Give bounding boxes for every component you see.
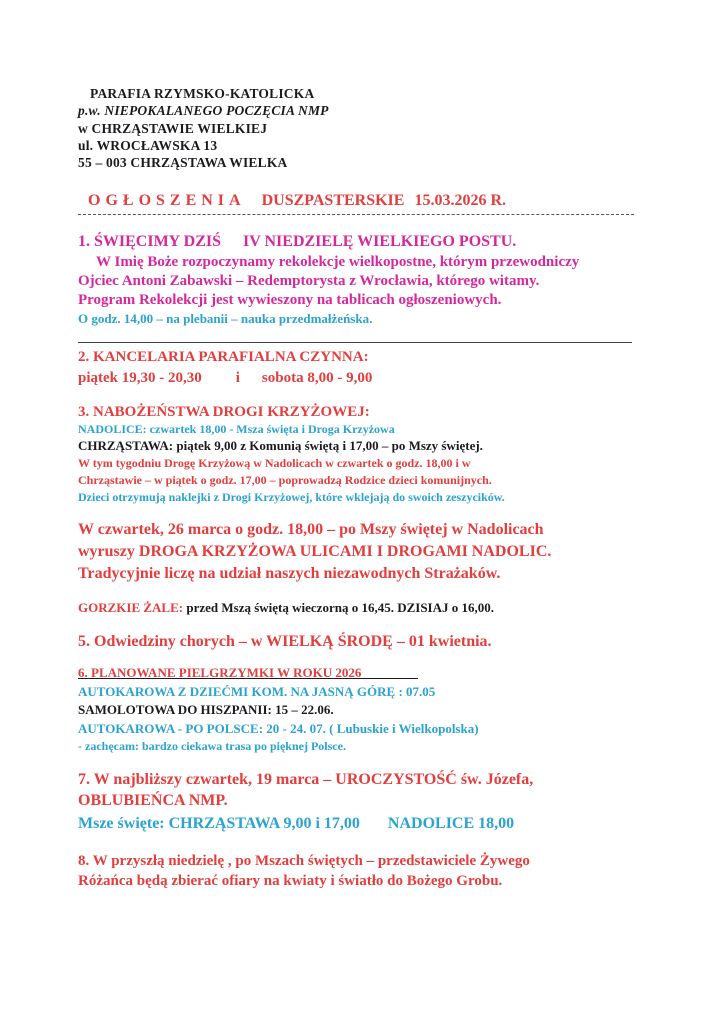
- s3-nadolice-label: NADOLICE:: [78, 422, 147, 436]
- gorzkie-label: GORZKIE ŻALE:: [78, 600, 184, 615]
- title-word1: OGŁOSZENIA: [88, 192, 246, 209]
- s7-line1: [78, 771, 533, 789]
- trip-3-date: 20 - 24. 07. ( Lubuskie i Wielkopolska): [263, 721, 479, 736]
- s3-nadolice: [78, 422, 395, 437]
- s8-line1: 8. W przyszłą niedzielę , po Mszach świętych – przedstawiciele Żywego: [78, 853, 530, 869]
- s3-chrzastawa-label: CHRZĄSTAWA:: [78, 438, 174, 453]
- parish-street: ul. WROCŁAWSKA 13: [78, 138, 218, 153]
- title-date: 15.03.2026 R.: [414, 192, 507, 209]
- office-hours-conj: i: [235, 370, 240, 386]
- s5-part1: 5. Odwiedziny chorych – w: [78, 633, 267, 650]
- trip-2-date: 15 – 22.06.: [271, 702, 334, 717]
- s3-chrzastawa: [78, 438, 483, 454]
- s3-line6: Dzieci otrzymują naklejki z Drogi Krzyżowej, które wklejają do swoich zeszycików.: [78, 490, 505, 504]
- gorzkie-zale: [78, 600, 494, 616]
- section-5: [78, 633, 492, 651]
- section-2-title: 2. KANCELARIA PARAFIALNA CZYNNA:: [78, 349, 369, 365]
- s4-line2a: wyruszy: [78, 543, 139, 560]
- section-divider: [78, 342, 632, 343]
- office-hours-friday: piątek 19,30 - 20,30: [78, 370, 202, 386]
- trip-1-label: AUTOKAROWA Z DZIEĆMI KOM. NA JASNĄ GÓRĘ: [78, 684, 396, 699]
- s5-part3: – 01 kwietnia.: [392, 633, 492, 650]
- parish-postal: 55 – 003 CHRZĄSTAWA WIELKA: [78, 155, 288, 170]
- s3-nadolice-text: czwartek 18,00 - Msza święta i Droga Krzyżowa: [146, 422, 395, 436]
- s7-line2: OBLUBIEŃCA NMP.: [78, 792, 228, 809]
- parish-dedication: p.w. NIEPOKALANEGO POCZĘCIA NMP: [78, 103, 329, 118]
- trip-3-label: AUTOKAROWA - PO POLSCE:: [78, 721, 264, 736]
- s4-line2b: DROGA KRZYŻOWA ULICAMI I DROGAMI NADOLIC.: [138, 543, 552, 560]
- s1-line3: Ojciec Antoni Zabawski – Redemptorysta z Wrocławia, którego witamy.: [78, 273, 540, 289]
- s4-line1: W czwartek, 26 marca o godz. 18,00 – po Mszy świętej w Nadolicach: [78, 521, 544, 538]
- s1-line5: O godz. 14,00 – na plebanii – nauka przedmałżeńska.: [78, 311, 373, 326]
- section-1-title: [78, 233, 516, 251]
- s4-line2: [78, 543, 551, 561]
- s7-line3: [78, 815, 514, 833]
- s1-line4: Program Rekolekcji jest wywieszony na tablicach ogłoszeniowych.: [78, 292, 502, 308]
- s3-line4: W tym tygodniu Drogę Krzyżową w Nadolicach w czwartek o godz. 18,00 i w: [78, 456, 471, 470]
- s7-line1a: 7. W najbliższy czwartek, 19 marca –: [78, 771, 336, 788]
- s1-part1: 1. ŚWIĘCIMY DZIŚ: [78, 233, 221, 250]
- trip-3: [78, 721, 479, 737]
- trip-1-date: : 07.05: [395, 684, 436, 699]
- s5-part2: WIELKĄ ŚRODĘ: [266, 633, 393, 650]
- parish-name: PARAFIA RZYMSKO-KATOLICKA: [90, 86, 315, 101]
- trip-2: [78, 702, 334, 718]
- trip-2-label: SAMOLOTOWA DO HISZPANII:: [78, 702, 272, 717]
- office-hours: [78, 370, 372, 387]
- s7-line1c: św. Józefa,: [456, 771, 534, 788]
- s3-line5: Chrząstawie – w piątek o godz. 17,00 – poprowadzą Rodzice dzieci komunijnych.: [78, 473, 492, 487]
- trip-1: [78, 684, 435, 700]
- s3-chrzastawa-text: piątek 9,00 z Komunią świętą i 17,00 – po Mszy świętej.: [173, 438, 483, 453]
- s8-line2: Różańca będą zbierać ofiary na kwiaty i światło do Bożego Grobu.: [78, 873, 503, 889]
- parish-location: w CHRZĄSTAWIE WIELKIEJ: [78, 121, 268, 136]
- section-6-title: 6. PLANOWANE PIELGRZYMKI W ROKU 2026: [78, 665, 362, 680]
- s4-line3: Tradycyjnie liczę na udział naszych niezawodnych Strażaków.: [78, 565, 501, 582]
- trip-3-note: - zachęcam: bardzo ciekawa trasa po pięknej Polsce.: [78, 739, 346, 753]
- gorzkie-text: przed Mszą świętą wieczorną o 16,45. DZISIAJ o 16,00.: [183, 600, 494, 615]
- s7-line3a: Msze święte: CHRZĄSTAWA 9,00 i 17,00: [78, 815, 360, 832]
- s7-line1b: UROCZYSTOŚĆ: [335, 771, 457, 788]
- office-hours-saturday: sobota 8,00 - 9,00: [261, 370, 373, 386]
- section-6-underline: [78, 678, 418, 679]
- page-title: [88, 192, 506, 210]
- s7-line3b: NADOLICE 18,00: [387, 815, 515, 832]
- title-word2: DUSZPASTERSKIE: [261, 192, 405, 209]
- title-divider: [78, 214, 634, 215]
- s1-line2: W Imię Boże rozpoczynamy rekolekcje wielkopostne, którym przewodniczy: [96, 254, 580, 270]
- s1-part2: IV NIEDZIELĘ WIELKIEGO POSTU.: [243, 233, 517, 250]
- section-3-title: 3. NABOŻEŃSTWA DROGI KRZYŻOWEJ:: [78, 404, 370, 420]
